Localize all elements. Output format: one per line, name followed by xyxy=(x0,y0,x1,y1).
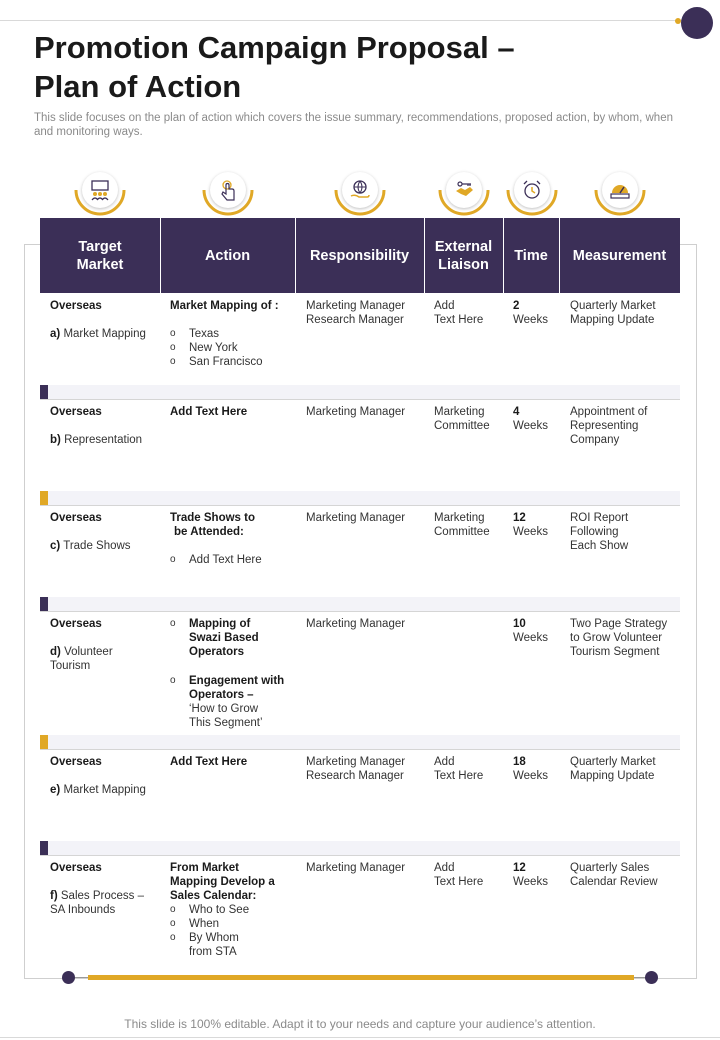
responsibility-icon-badge xyxy=(332,170,388,218)
header-target-market: Target Market xyxy=(76,238,124,273)
market-name: Market Mapping xyxy=(63,328,146,340)
time-cell xyxy=(513,405,557,433)
people-presentation-icon xyxy=(89,179,111,201)
row-marker-gold xyxy=(40,491,48,505)
market-letter: f) xyxy=(50,890,58,902)
row-separator-band xyxy=(48,385,680,399)
market-name: Volunteer xyxy=(64,646,113,658)
action-bullet: o New York xyxy=(170,341,292,355)
liaison-cell xyxy=(434,511,502,539)
action-bullet: o Texas xyxy=(170,327,292,341)
target-market-cell xyxy=(50,861,155,917)
target-market-cell xyxy=(50,405,155,447)
action-icon-badge xyxy=(200,170,256,218)
action-title: be Attended: xyxy=(174,526,244,538)
time-number: 10 xyxy=(513,618,526,630)
liaison-cell xyxy=(434,405,502,433)
action-title: Add Text Here xyxy=(170,406,248,418)
row-separator xyxy=(40,749,680,750)
target-market-cell xyxy=(50,511,155,553)
responsibility-line: Marketing Manager xyxy=(306,618,406,630)
row-marker-purple xyxy=(40,841,48,855)
bottom-right-dot xyxy=(645,971,658,984)
row-separator xyxy=(40,399,680,400)
row-marker-gold xyxy=(40,735,48,749)
measurement-line: Each Show xyxy=(570,540,629,552)
time-unit: Weeks xyxy=(513,314,548,326)
bottom-accent-bar xyxy=(88,975,634,980)
target-market-icon-badge xyxy=(72,170,128,218)
liaison-line: Text Here xyxy=(434,314,484,326)
time-unit: Weeks xyxy=(513,526,548,538)
time-unit: Weeks xyxy=(513,632,548,644)
row-marker-purple xyxy=(40,385,48,399)
touch-hand-icon xyxy=(217,179,239,201)
measurement-cell: Appointment of Representing Company xyxy=(570,406,648,446)
market-name: Representation xyxy=(64,434,143,446)
row-separator-band xyxy=(48,841,680,855)
market-name: Trade Shows xyxy=(63,540,131,552)
time-number: 12 xyxy=(513,512,526,524)
header-divider xyxy=(559,218,560,293)
page-subtitle: This slide focuses on the plan of action which covers the issue summary, recommendations, proposed action, by whom, when and monitoring ways. xyxy=(34,112,673,138)
action-title: From Market Mapping Develop a Sales Calendar: xyxy=(170,862,275,902)
measurement-cell: Quarterly Market Mapping Update xyxy=(570,300,656,326)
liaison-line: Committee xyxy=(434,420,490,432)
time-number: 18 xyxy=(513,756,526,768)
target-market-cell xyxy=(50,755,155,797)
market-letter: b) xyxy=(50,434,61,446)
header-divider xyxy=(160,218,161,293)
market-letter: c) xyxy=(50,540,61,552)
time-number: 12 xyxy=(513,862,526,874)
action-cell xyxy=(170,861,292,959)
responsibility-line: Marketing Manager xyxy=(306,862,406,874)
measurement-line: ROI Report xyxy=(570,512,629,524)
row-separator xyxy=(40,505,680,506)
time-number: 4 xyxy=(513,406,520,418)
external-liaison-icon-badge xyxy=(436,170,492,218)
responsibility-cell xyxy=(306,861,421,875)
action-cell xyxy=(170,299,292,369)
market-title: Overseas xyxy=(50,618,102,630)
action-bullet: o Add Text Here xyxy=(170,553,292,567)
market-title: Overseas xyxy=(50,406,102,418)
measurement-cell: Two Page Strategy to Grow Volunteer Tourism Segment xyxy=(570,618,668,658)
time-unit: Weeks xyxy=(513,420,548,432)
bottom-left-dot xyxy=(62,971,75,984)
action-bullet xyxy=(170,674,288,730)
measurement-cell: Quarterly Market Mapping Update xyxy=(570,756,656,782)
action-cell xyxy=(170,511,292,567)
action-cell xyxy=(170,405,292,419)
responsibility-cell xyxy=(306,617,421,631)
measurement-icon-badge xyxy=(592,170,648,218)
liaison-line: Text Here xyxy=(434,770,484,782)
responsibility-line: Marketing Manager xyxy=(306,512,406,524)
market-title: Overseas xyxy=(50,512,102,524)
time-cell xyxy=(513,299,557,327)
market-letter: a) xyxy=(50,328,61,340)
action-bullet-text: Mapping of Swazi Based Operators xyxy=(189,618,259,658)
header-divider xyxy=(295,218,296,293)
market-title: Overseas xyxy=(50,862,102,874)
liaison-cell xyxy=(434,755,502,783)
action-title: Market Mapping of : xyxy=(170,300,279,312)
action-title: Add Text Here xyxy=(170,756,248,768)
row-separator-band xyxy=(48,491,680,505)
responsibility-line: Research Manager xyxy=(306,770,404,782)
liaison-line: Add xyxy=(434,862,455,874)
action-cell xyxy=(170,755,292,769)
header-responsibility: Responsibility xyxy=(309,247,410,264)
responsibility-cell xyxy=(306,511,421,525)
title-line-1: Promotion Campaign Proposal – xyxy=(34,30,515,65)
row-separator-band xyxy=(48,597,680,611)
market-letter: d) xyxy=(50,646,61,658)
time-icon-badge xyxy=(504,170,560,218)
liaison-line: Add xyxy=(434,756,455,768)
time-unit: Weeks xyxy=(513,770,548,782)
action-bullet: o Who to See xyxy=(170,903,292,917)
measurement-cell: Quarterly Sales Calendar Review xyxy=(570,862,658,888)
time-cell xyxy=(513,511,557,539)
title-line-2: Plan of Action xyxy=(34,69,242,104)
top-rule xyxy=(0,20,684,21)
market-letter: e) xyxy=(50,784,61,796)
liaison-cell xyxy=(434,299,502,327)
responsibility-line: Marketing Manager xyxy=(306,406,406,418)
page-title xyxy=(34,28,515,106)
header-action: Action xyxy=(204,247,251,264)
measurement-cell xyxy=(570,511,676,553)
time-cell xyxy=(513,617,557,645)
responsibility-cell xyxy=(306,755,421,783)
corner-decoration-circle xyxy=(681,7,713,39)
alarm-clock-icon xyxy=(521,179,543,201)
action-bullet-text: Engagement with Operators – xyxy=(189,675,285,701)
action-bullet-text: ‘How to Grow This Segment’ xyxy=(189,703,263,729)
liaison-line: Add xyxy=(434,300,455,312)
header-divider xyxy=(503,218,504,293)
responsibility-line: Research Manager xyxy=(306,314,404,326)
target-market-cell xyxy=(50,299,155,341)
header-divider xyxy=(424,218,425,293)
action-title: Trade Shows to xyxy=(170,512,255,524)
responsibility-line: Marketing Manager xyxy=(306,300,406,312)
liaison-line: Marketing xyxy=(434,406,485,418)
responsibility-cell xyxy=(306,299,421,327)
action-bullet xyxy=(170,617,270,659)
time-cell xyxy=(513,755,557,783)
handshake-key-icon xyxy=(453,179,475,201)
row-separator xyxy=(40,611,680,612)
header-time: Time xyxy=(514,247,548,264)
row-marker-purple xyxy=(40,597,48,611)
action-bullet: o San Francisco xyxy=(170,355,292,369)
market-name: Sales Process – SA Inbounds xyxy=(50,890,144,916)
liaison-line: Committee xyxy=(434,526,490,538)
header-external-liaison: External Liaison xyxy=(434,238,493,273)
dashboard-gauge-icon xyxy=(609,179,631,201)
footer-note: This slide is 100% editable. Adapt it to your needs and capture your audience’s attention. xyxy=(124,1017,596,1031)
header-measurement: Measurement xyxy=(572,247,667,264)
globe-hand-icon xyxy=(349,179,371,201)
liaison-line: Marketing xyxy=(434,512,485,524)
bottom-page-rule xyxy=(0,1037,720,1038)
market-title: Overseas xyxy=(50,756,102,768)
market-name: Market Mapping xyxy=(63,784,146,796)
market-title: Overseas xyxy=(50,300,102,312)
time-unit: Weeks xyxy=(513,876,548,888)
target-market-cell xyxy=(50,617,155,673)
time-cell xyxy=(513,861,557,889)
row-separator-band xyxy=(48,735,680,749)
row-separator xyxy=(40,855,680,856)
liaison-cell xyxy=(434,861,502,889)
action-bullet: o When xyxy=(170,917,292,931)
action-cell xyxy=(170,617,292,730)
responsibility-cell xyxy=(306,405,421,419)
market-name: Tourism xyxy=(50,660,91,672)
time-number: 2 xyxy=(513,300,520,312)
responsibility-line: Marketing Manager xyxy=(306,756,406,768)
measurement-line: Following xyxy=(570,526,619,538)
action-bullet: o By Whom from STA xyxy=(170,931,240,959)
liaison-line: Text Here xyxy=(434,876,484,888)
